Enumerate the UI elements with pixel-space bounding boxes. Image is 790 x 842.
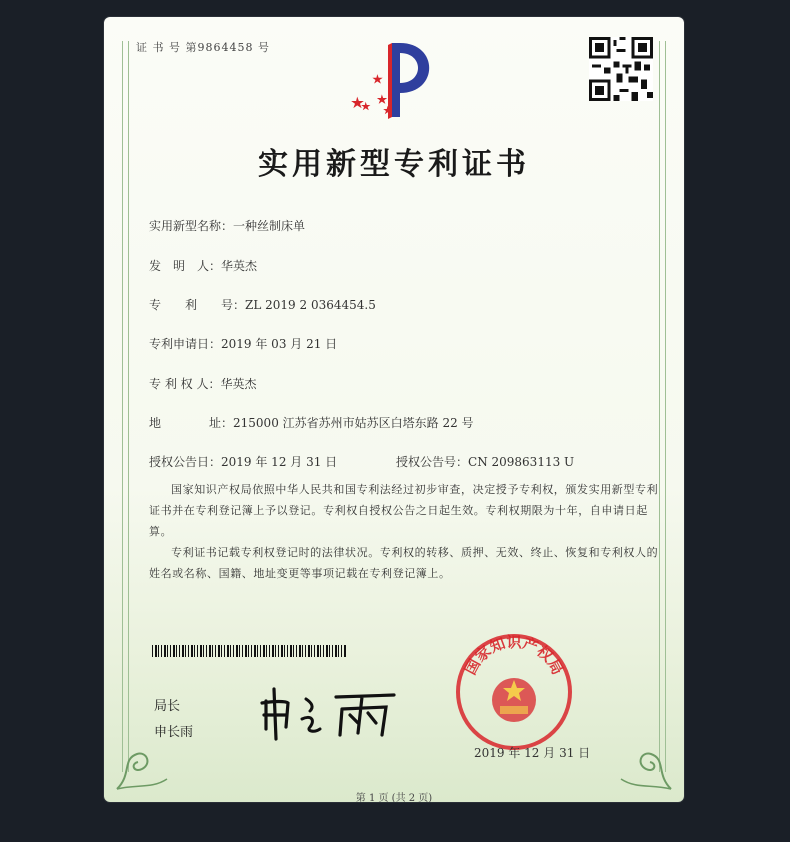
utility-model-name-value: 一种丝制床单: [233, 219, 306, 233]
utility-model-name-label: 实用新型名称：: [149, 219, 234, 233]
certificate-paragraph-1: 国家知识产权局依照中华人民共和国专利法经过初步审查，决定授予专利权，颁发实用新型专利证书并在专利登记簿上予以登记。专利权自授权公告之日起生效。专利权期限为十年，自申请日起算。: [149, 483, 659, 538]
certificate-paragraph-2: 专利证书记载专利权登记时的法律状况。专利权的转移、质押、无效、终止、恢复和专利权人的姓名或名称、国籍、地址变更等事项记载在专利登记簿上。: [149, 546, 659, 580]
inventor-row: [149, 257, 257, 274]
corner-ornament-icon: [112, 734, 172, 794]
grant-number-label: 授权公告号：: [396, 455, 469, 469]
director-name: 申长雨: [154, 725, 194, 740]
corner-ornament-icon: [616, 734, 676, 794]
patent-number-row: [149, 296, 376, 313]
page-number: 第 1 页 (共 2 页): [355, 793, 433, 802]
seal-date: 2019 年 12 月 31 日: [474, 746, 591, 760]
patent-number-label: 专 利 号：: [149, 298, 246, 312]
qr-code-icon: [589, 37, 653, 101]
patentee-row: [149, 375, 256, 392]
inventor-label: 发 明 人：: [149, 259, 222, 273]
barcode: [152, 645, 347, 657]
grant-date-label: 授权公告日：: [149, 455, 222, 469]
svg-text:国家知识产权局: [461, 633, 567, 678]
certificate-number: 证 书 号 第9864458 号: [136, 41, 270, 54]
application-date-row: [149, 335, 337, 352]
inventor-value: 华英杰: [221, 259, 258, 273]
patent-office-logo-icon: [344, 35, 444, 125]
address-value: 215000 江苏省苏州市姑苏区白塔东路 22 号: [233, 416, 474, 430]
grant-number-row: [396, 453, 574, 470]
seal-text: 国家知识产权局: [461, 633, 567, 678]
grant-number-value: CN 209863113 U: [468, 455, 575, 469]
official-red-seal: [454, 632, 574, 752]
patent-certificate: [104, 17, 684, 802]
patentee-label: 专 利 权 人：: [149, 377, 221, 391]
patentee-value: 华英杰: [220, 377, 257, 391]
handwritten-signature: [254, 681, 404, 741]
utility-model-name-row: [149, 217, 305, 234]
application-date-label: 专利申请日：: [149, 337, 222, 351]
address-label: 地 址：: [149, 416, 234, 430]
grant-date-value: 2019 年 12 月 31 日: [221, 455, 338, 469]
grant-date-row: [149, 453, 337, 470]
director-title: 局长: [154, 699, 181, 714]
patent-number-value: ZL 2019 2 0364454.5: [245, 298, 376, 312]
application-date-value: 2019 年 03 月 21 日: [221, 337, 338, 351]
certificate-title: 实用新型专利证书: [258, 147, 530, 182]
address-row: [149, 414, 474, 431]
